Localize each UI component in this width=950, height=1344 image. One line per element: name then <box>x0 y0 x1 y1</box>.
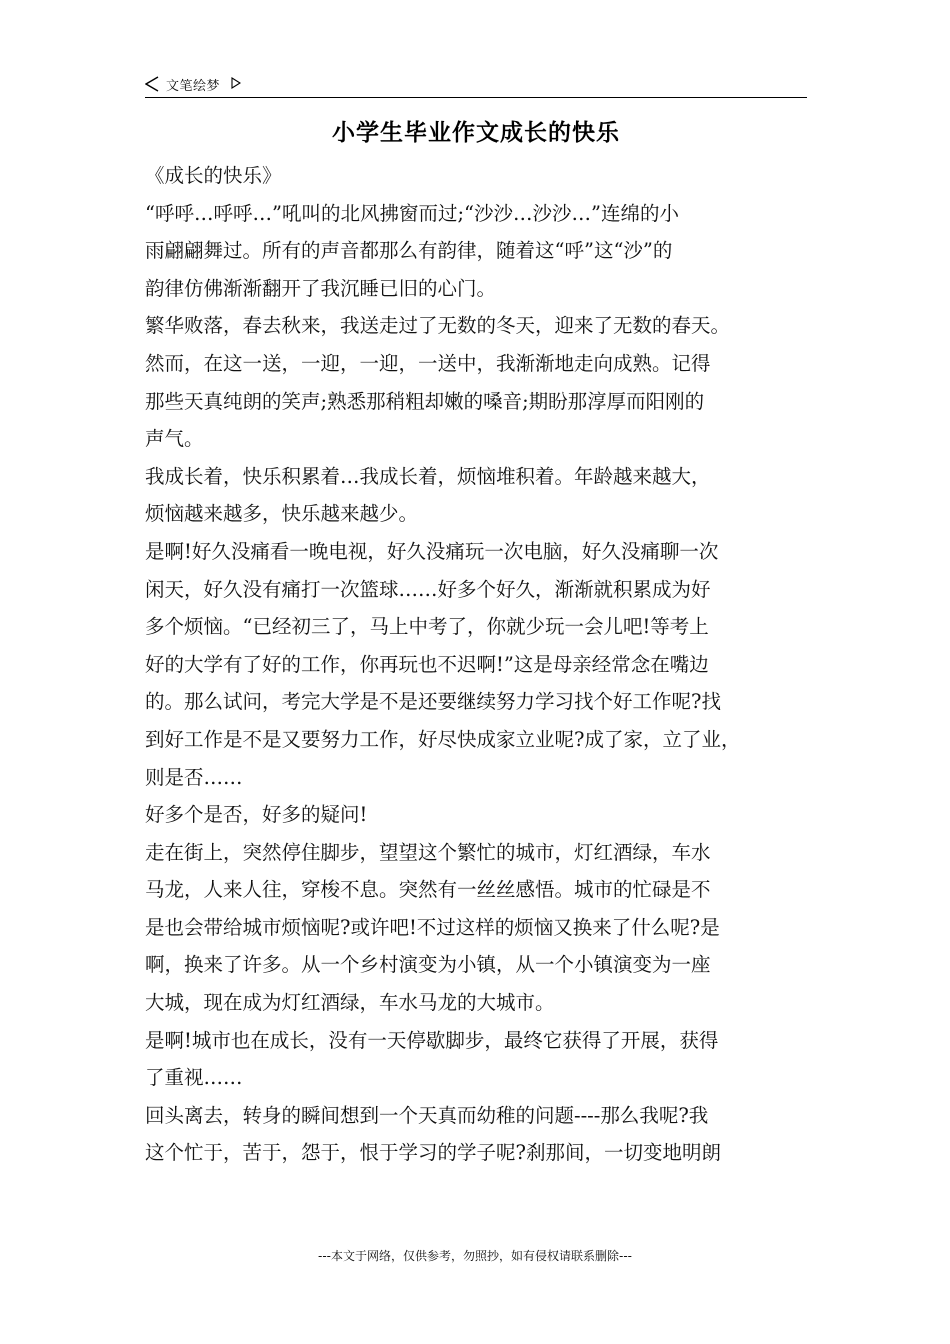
text-line: “呼呼…呼呼…”吼叫的北风拂窗而过;“沙沙…沙沙…”连绵的小 <box>145 201 679 225</box>
text-line: 的。那么试问，考完大学是不是还要继续努力学习找个好工作呢?找 <box>145 690 721 714</box>
text-line: 雨翩翩舞过。所有的声音都那么有韵律，随着这“呼”这“沙”的 <box>145 239 673 263</box>
triangle-left-icon <box>145 76 159 92</box>
text-line: 然而，在这一送，一迎，一迎，一送中，我渐渐地走向成熟。记得 <box>145 351 711 375</box>
text-line: 则是否…… <box>145 765 243 789</box>
text-line: 啊，换来了许多。从一个乡村演变为小镇，从一个小镇演变为一座 <box>145 953 711 977</box>
text-line: 烦恼越来越多，快乐越来越少。 <box>145 502 419 526</box>
text-line: 了重视…… <box>145 1066 243 1090</box>
text-line: 韵律仿佛渐渐翻开了我沉睡已旧的心门。 <box>145 276 497 300</box>
text-line: 好的大学有了好的工作，你再玩也不迟啊!”这是母亲经常念在嘴边 <box>145 652 709 676</box>
triangle-right-icon <box>231 77 241 89</box>
text-line: 回头离去，转身的瞬间想到一个天真而幼稚的问题----那么我呢?我 <box>145 1103 709 1127</box>
text-line: 走在街上，突然停住脚步，望望这个繁忙的城市，灯红酒绿，车水 <box>145 840 711 864</box>
text-line: 大城，现在成为灯红酒绿，车水马龙的大城市。 <box>145 991 555 1015</box>
text-line: 我成长着，快乐积累着…我成长着，烦恼堆积着。年龄越来越大， <box>145 464 711 488</box>
essay-body <box>145 157 810 1172</box>
text-line: 《成长的快乐》 <box>145 164 282 187</box>
header-brand: 文笔绘梦 <box>166 79 221 94</box>
text-line: 繁华败落，春去秋来，我送走过了无数的冬天，迎来了无数的春天。 <box>145 314 731 338</box>
text-line: 到好工作是不是又要努力工作，好尽快成家立业呢?成了家，立了业， <box>145 727 741 751</box>
text-line: 好多个是否，好多的疑问! <box>145 803 368 827</box>
text-line: 马龙，人来人往，穿梭不息。突然有一丝丝感悟。城市的忙碌是不 <box>145 878 711 902</box>
text-line: 闲天，好久没有痛打一次篮球……好多个好久，渐渐就积累成为好 <box>145 577 711 601</box>
text-line: 这个忙于，苦于，怨于，恨于学习的学子呢?刹那间，一切变地明朗 <box>145 1141 721 1165</box>
text-line: 是啊!城市也在成长，没有一天停歇脚步，最终它获得了开展，获得 <box>145 1028 719 1052</box>
text-line: 是也会带给城市烦恼呢?或许吧!不过这样的烦恼又换来了什么呢?是 <box>145 915 720 939</box>
footer-disclaimer: ---本文于网络，仅供参考，勿照抄，如有侵权请联系删除--- <box>318 1249 632 1263</box>
page-title: 小学生毕业作文成长的快乐 <box>332 120 620 146</box>
text-line: 声气。 <box>145 427 204 451</box>
text-line: 多个烦恼。“已经初三了，马上中考了，你就少玩一会儿吧!等考上 <box>145 615 709 639</box>
page-header <box>145 70 807 98</box>
text-line: 那些天真纯朗的笑声;熟悉那稍粗却嫩的嗓音;期盼那淳厚而阳刚的 <box>145 389 705 413</box>
text-line: 是啊!好久没痛看一晚电视，好久没痛玩一次电脑，好久没痛聊一次 <box>145 539 719 563</box>
header-divider <box>145 97 807 98</box>
